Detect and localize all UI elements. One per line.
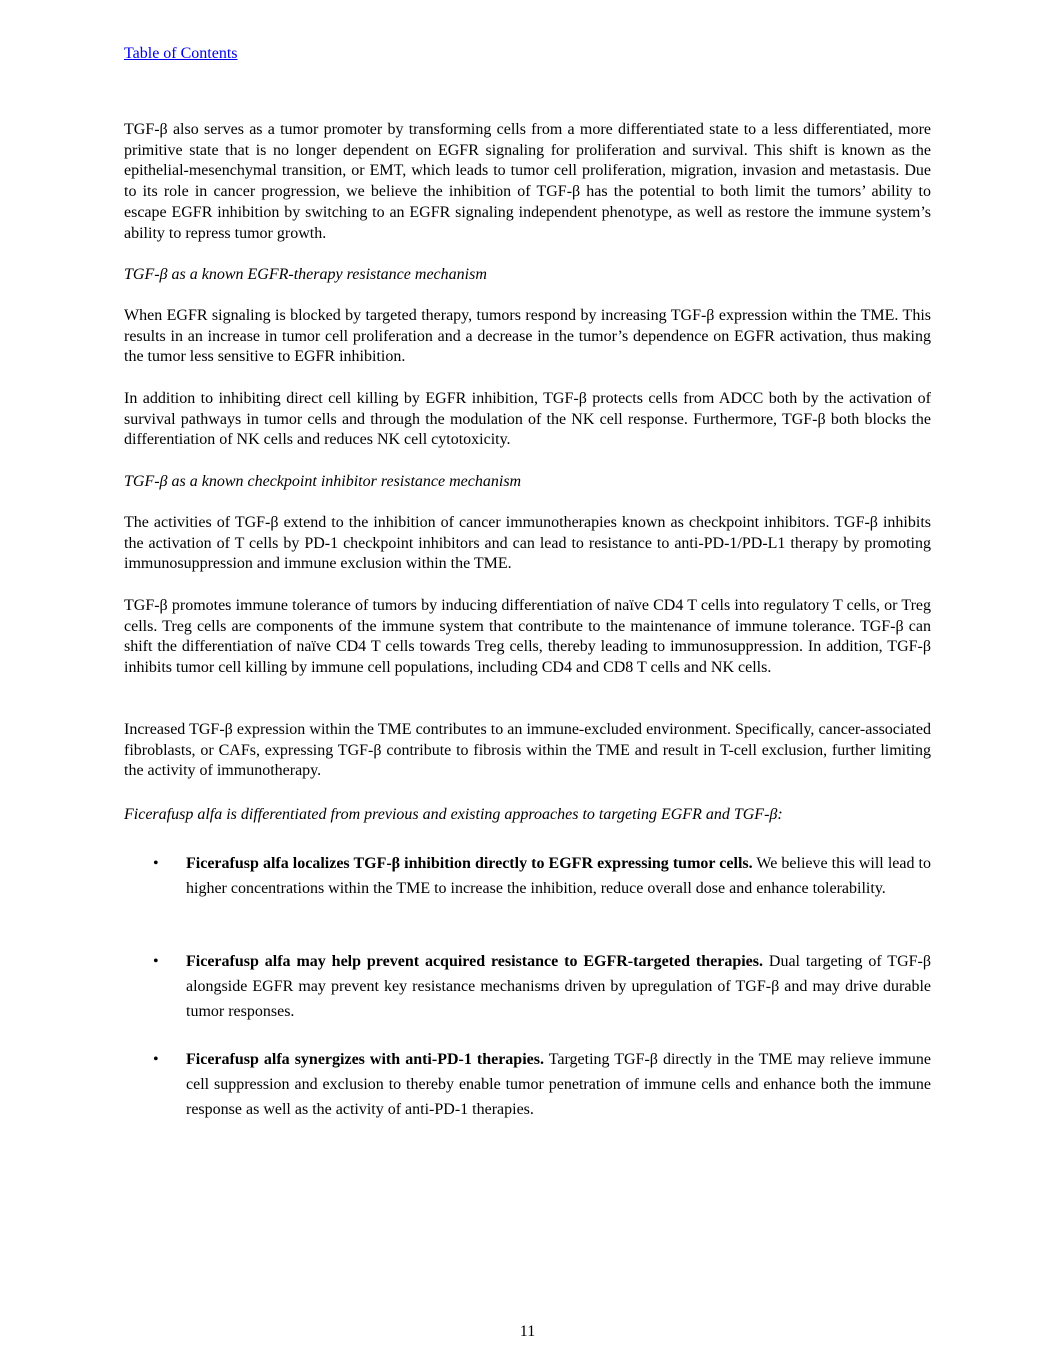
page-number: 11 (519, 1323, 536, 1340)
heading-egfr-resistance: TGF-β as a known EGFR-therapy resistance mechanism (124, 266, 487, 283)
bullet-bold-lead: Ficerafusp alfa may help prevent acquired resistance to EGFR-targeted therapies. (186, 953, 763, 970)
paragraph-immune-excluded: Increased TGF-β expression within the TME contributes to an immune-excluded environment. Specifically, cancer-associated fibroblasts, or CAFs, expressing TGF-β contribute to fibrosis within the TME and result in T-cell exclusion, further limiting the activity of immunotherapy. (124, 721, 931, 780)
bullet-icon: • (153, 1051, 159, 1068)
table-of-contents-link[interactable]: Table of Contents (124, 45, 238, 62)
bullet-text: Dual targeting of TGF-β alongside EGFR may prevent key resistance mechanisms driven by upregulation of TGF-β and may drive durable tumor responses. (186, 953, 932, 1020)
heading-differentiation: Ficerafusp alfa is differentiated from previous and existing approaches to targeting EGFR and TGF-β: (124, 806, 783, 823)
bullet-bold-lead: Ficerafusp alfa synergizes with anti-PD-1 therapies. (186, 1051, 544, 1068)
bullet-icon: • (153, 953, 159, 970)
paragraph-treg: TGF-β promotes immune tolerance of tumors by inducing differentiation of naïve CD4 T cells into regulatory T cells, or Treg cells. Treg cells are components of the immune system that contribute to the maintenance of immune tolerance. TGF-β can shift the differentiation of naïve CD4 T cells towards Treg cells, thereby leading to immunosuppression. In addition, TGF-β inhibits tumor cell killing by immune cell populations, including CD4 and CD8 T cells and NK cells. (124, 597, 931, 677)
bullet-text: We believe this will lead to higher concentrations within the TME to increase the inhibition, reduce overall dose and enhance tolerability. (186, 855, 931, 897)
bullet-bold-lead: Ficerafusp alfa localizes TGF-β inhibition directly to EGFR expressing tumor cells. (186, 855, 753, 872)
paragraph-tgf-promoter: TGF-β also serves as a tumor promoter by transforming cells from a more differentiated state to a less differentiated, more primitive state that is no longer dependent on EGFR signaling for proliferation and survival. This shift is known as the epithelial-mesenchymal transition, or EMT, which leads to tumor cell proliferation, migration, invasion and metastasis. Due to its role in cancer progression, we believe the inhibition of TGF-β has the potential to both limit the tumors’ ability to escape EGFR inhibition by switching to an EGFR signaling independent phenotype, as well as restore the immune system’s ability to repress tumor growth. (124, 121, 931, 242)
bullet-icon: • (153, 855, 159, 872)
paragraph-egfr-blocked: When EGFR signaling is blocked by targeted therapy, tumors respond by increasing TGF-β expression within the TME. This results in an increase in tumor cell proliferation and a decrease in the tumor’s dependence on EGFR activation, thus making the tumor less sensitive to EGFR inhibition. (124, 307, 931, 366)
bullet-text: Targeting TGF-β directly in the TME may relieve immune cell suppression and exclusion to thereby enable tumor penetration of immune cells and enhance both the immune response as well as the activity of anti-PD-1 therapies. (186, 1051, 931, 1118)
paragraph-checkpoint: The activities of TGF-β extend to the inhibition of cancer immunotherapies known as checkpoint inhibitors. TGF-β inhibits the activation of T cells by PD-1 checkpoint inhibitors and can lead to resistance to anti-PD-1/PD-L1 therapy by promoting immunosuppression and immune exclusion within the TME. (124, 514, 931, 573)
heading-checkpoint-resistance: TGF-β as a known checkpoint inhibitor resistance mechanism (124, 473, 522, 490)
paragraph-adcc: In addition to inhibiting direct cell killing by EGFR inhibition, TGF-β protects cells from ADCC both by the activation of survival pathways in tumor cells and through the modulation of the NK cell response. Furthermore, TGF-β both blocks the differentiation of NK cells and reduces NK cell cytotoxicity. (124, 390, 931, 449)
